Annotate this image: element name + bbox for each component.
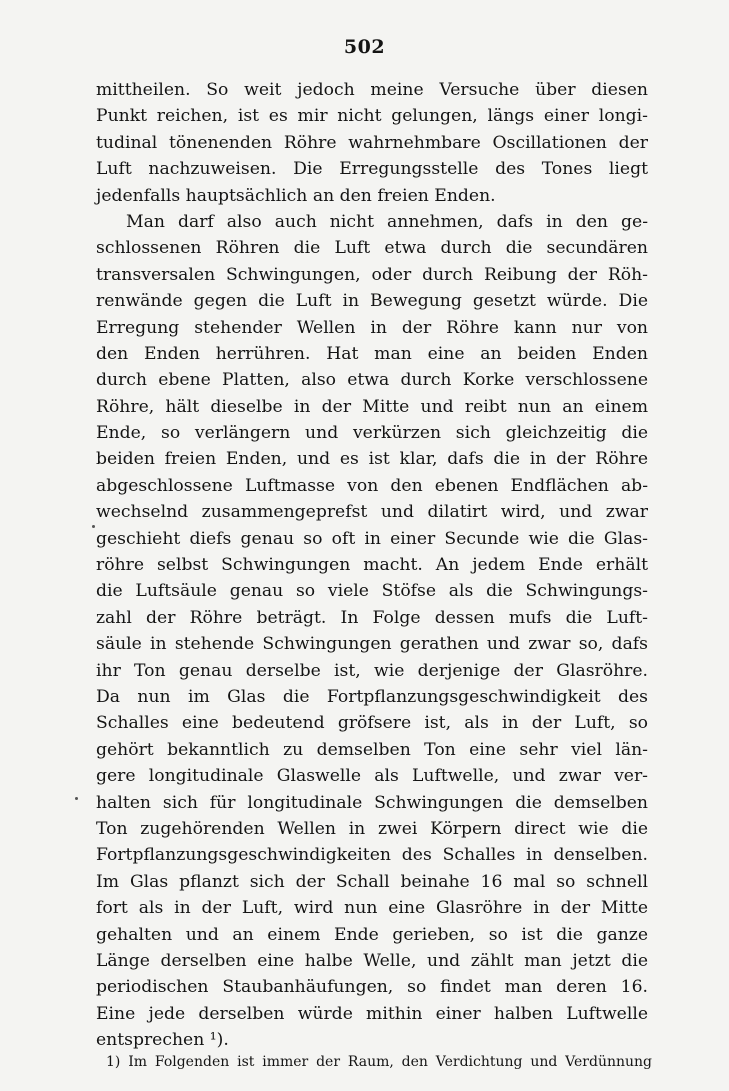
text-line: zahl der Röhre beträgt. In Folge dessen mufs die Luft-	[96, 607, 648, 628]
text-line: abgeschlossene Luftmasse von den ebenen Endflächen ab-	[96, 475, 648, 496]
footnote: 1) Im Folgenden ist immer der Raum, den Verdichtung und Verdünnung	[106, 1054, 652, 1070]
text-line: Da nun im Glas die Fortpflanzungsgeschwindigkeit des	[96, 686, 648, 707]
text-line: Schalles eine bedeutend gröfsere ist, als in der Luft, so	[96, 713, 648, 734]
text-line: gere longitudinale Glaswelle als Luftwelle, und zwar ver-	[96, 766, 648, 787]
text-line: Man darf also auch nicht annehmen, dafs in den ge-	[126, 211, 648, 232]
margin-mark	[75, 797, 78, 800]
text-line: Luft nachzuweisen. Die Erregungsstelle des Tones liegt	[96, 159, 648, 180]
text-line: tudinal tönenenden Röhre wahrnehmbare Oscillationen der	[96, 132, 648, 153]
text-line: geschieht diefs genau so oft in einer Secunde wie die Glas-	[96, 528, 648, 549]
text-line: wechselnd zusammengeprefst und dilatirt wird, und zwar	[96, 502, 648, 523]
text-line: gehalten und an einem Ende gerieben, so ist die ganze	[96, 924, 648, 945]
text-line: ihr Ton genau derselbe ist, wie derjenige der Glasröhre.	[96, 660, 648, 681]
text-line: renwände gegen die Luft in Bewegung gesetzt würde. Die	[96, 291, 648, 312]
text-line: periodischen Staubanhäufungen, so findet man deren 16.	[96, 977, 648, 998]
text-line: säule in stehende Schwingungen gerathen und zwar so, dafs	[96, 634, 648, 655]
text-line: fort als in der Luft, wird nun eine Glasröhre in der Mitte	[96, 898, 648, 919]
text-line: durch ebene Platten, also etwa durch Korke verschlossene	[96, 370, 648, 391]
text-line: Punkt reichen, ist es mir nicht gelungen, längs einer longi-	[96, 106, 648, 127]
text-line: halten sich für longitudinale Schwingungen die demselben	[96, 792, 648, 813]
text-line: Röhre, hält dieselbe in der Mitte und reibt nun an einem	[96, 396, 648, 417]
text-line: Eine jede derselben würde mithin einer halben Luftwelle	[96, 1003, 648, 1024]
text-line: transversalen Schwingungen, oder durch Reibung der Röh-	[96, 264, 648, 285]
body-text	[96, 77, 648, 1053]
text-line: mittheilen. So weit jedoch meine Versuche über diesen	[96, 80, 648, 100]
text-line: Länge derselben eine halbe Welle, und zählt man jetzt die	[96, 950, 648, 971]
text-line: Ton zugehörenden Wellen in zwei Körpern direct wie die	[96, 818, 648, 839]
text-line: den Enden herrühren. Hat man eine an beiden Enden	[96, 343, 648, 364]
text-line: die Luftsäule genau so viele Stöfse als die Schwingungs-	[96, 581, 648, 602]
page-number: 502	[343, 36, 386, 58]
text-line: schlossenen Röhren die Luft etwa durch die secundären	[96, 238, 648, 259]
text-line: Erregung stehender Wellen in der Röhre kann nur von	[96, 317, 648, 338]
text-line: entsprechen ¹).	[96, 1030, 229, 1051]
text-line: röhre selbst Schwingungen macht. An jedem Ende erhält	[96, 555, 648, 576]
text-line: Im Glas pflanzt sich der Schall beinahe 16 mal so schnell	[96, 871, 648, 892]
text-line: jedenfalls hauptsächlich an den freien Enden.	[96, 185, 496, 206]
margin-mark	[92, 525, 95, 528]
text-line: Fortpflanzungsgeschwindigkeiten des Schalles in denselben.	[96, 845, 648, 866]
text-line: Ende, so verlängern und verkürzen sich gleichzeitig die	[96, 423, 648, 444]
text-line: gehört bekanntlich zu demselben Ton eine sehr viel län-	[96, 739, 648, 760]
text-line: beiden freien Enden, und es ist klar, dafs die in der Röhre	[96, 449, 648, 470]
